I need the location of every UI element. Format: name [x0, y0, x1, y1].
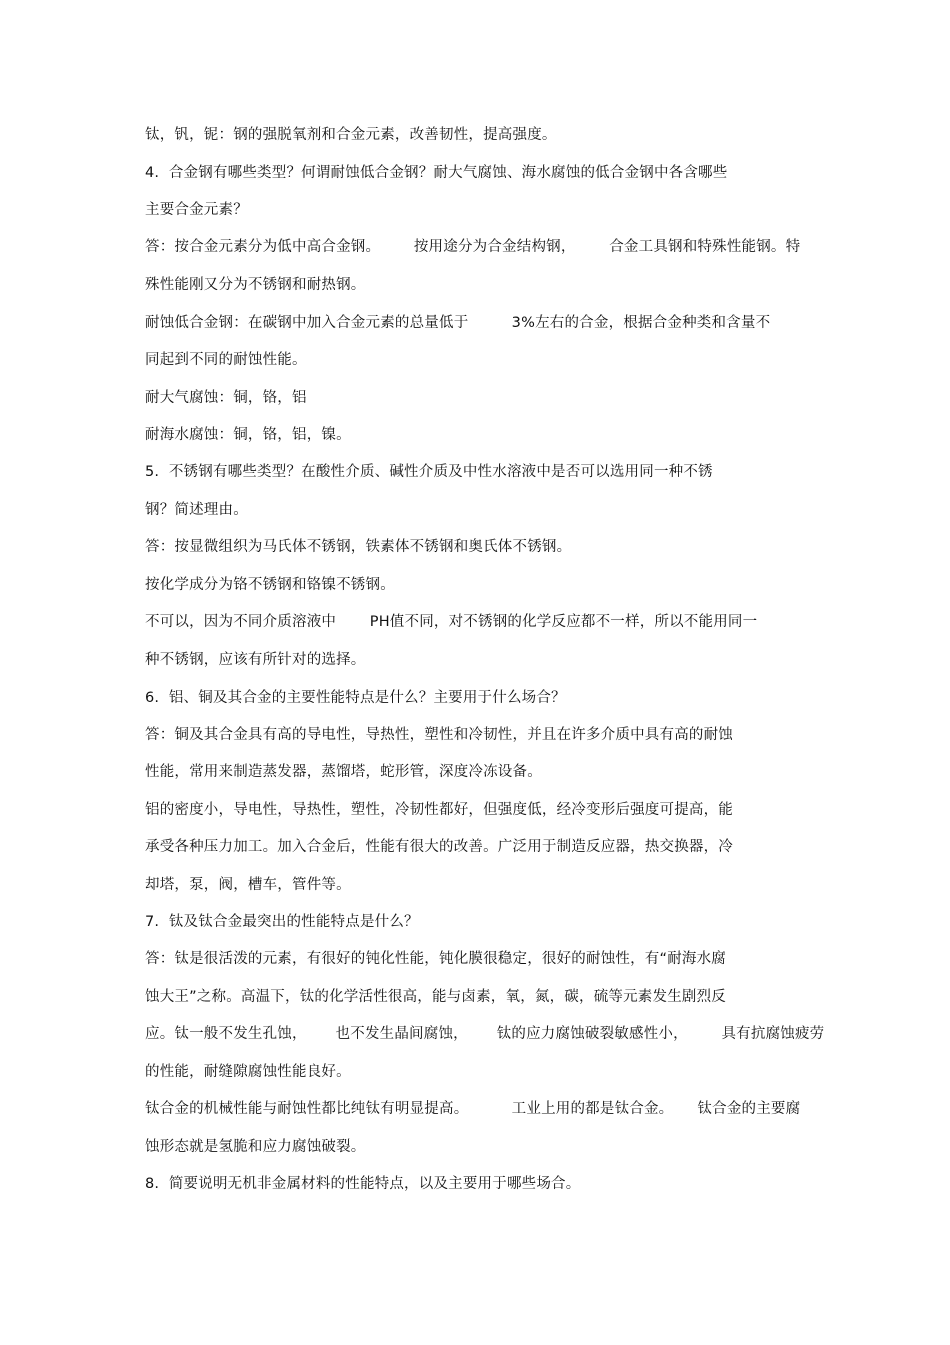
question-4-line-2: 主要合金元素？ [145, 202, 248, 218]
text-line: 蚀大王”之称。高温下，钛的化学活性很高，能与卤素，氧，氮，碳，硫等元素发生剧烈反 [145, 989, 727, 1005]
question-5-line-2: 钢？简述理由。 [145, 502, 248, 518]
answer-6-line-1: 答：铜及其合金具有高的导电性，导热性，塑性和冷韧性，并且在许多介质中具有高的耐蚀 [145, 727, 733, 743]
text-line: 性能，常用来制造蒸发器，蒸馏塔，蛇形管，深度冷冻设备。 [145, 764, 542, 780]
text-line: 钛合金的机械性能与耐蚀性都比纯钛有明显提高。 工业上用的都是钛合金。 钛合金的主要腐 [145, 1101, 801, 1117]
question-6-line: 6. 铝、铜及其合金的主要性能特点是什么？主要用于什么场合？ [145, 690, 566, 706]
answer-7-line-1: 答：钛是很活泼的元素，有很好的钝化性能，钝化膜很稳定，很好的耐蚀性，有“耐海水腐 [145, 951, 727, 967]
text-line: 的性能，耐缝隙腐蚀性能良好。 [145, 1064, 351, 1080]
question-8-line: 8. 简要说明无机非金属材料的性能特点，以及主要用于哪些场合。 [145, 1176, 581, 1192]
text-line: 钛，钒，铌：钢的强脱氧剂和合金元素，改善韧性，提高强度。 [145, 127, 557, 143]
text-line: 耐大气腐蚀：铜，铬，铝 [145, 390, 307, 406]
text-line: 却塔，泵，阀，槽车，管件等。 [145, 877, 351, 893]
answer-5-line-1: 答：按显微组织为马氏体不锈钢，铁素体不锈钢和奥氏体不锈钢。 [145, 539, 572, 555]
text-line: 耐海水腐蚀：铜，铬，铝，镍。 [145, 427, 351, 443]
text-line: 不可以，因为不同介质溶液中 PH值不同，对不锈钢的化学反应都不一样，所以不能用同一 [145, 614, 758, 630]
question-5-line-1: 5. 不锈钢有哪些类型？在酸性介质、碱性介质及中性水溶液中是否可以选用同一种不锈 [145, 464, 713, 480]
question-4-line-1: 4. 合金钢有哪些类型？何谓耐蚀低合金钢？耐大气腐蚀、海水腐蚀的低合金钢中各含哪些 [145, 165, 728, 181]
question-7-line: 7. 钛及钛合金最突出的性能特点是什么？ [145, 914, 419, 930]
text-line: 应。钛一般不发生孔蚀， 也不发生晶间腐蚀， 钛的应力腐蚀破裂敏感性小， 具有抗腐蚀疲劳 [145, 1026, 825, 1042]
text-line: 按化学成分为铬不锈钢和铬镍不锈钢。 [145, 577, 395, 593]
answer-4-line-2: 殊性能刚又分为不锈钢和耐热钢。 [145, 277, 366, 293]
text-line: 种不锈钢，应该有所针对的选择。 [145, 652, 366, 668]
text-line: 承受各种压力加工。加入合金后，性能有很大的改善。广泛用于制造反应器，热交换器，冷 [145, 839, 733, 855]
text-line: 蚀形态就是氢脆和应力腐蚀破裂。 [145, 1139, 366, 1155]
answer-4-line-1: 答：按合金元素分为低中高合金钢。 按用途分为合金结构钢， 合金工具钢和特殊性能钢。特 [145, 239, 801, 255]
text-line: 铝的密度小，导电性，导热性，塑性，冷韧性都好，但强度低，经冷变形后强度可提高，能 [145, 802, 733, 818]
text-line: 耐蚀低合金钢：在碳钢中加入合金元素的总量低于 3%左右的合金，根据合金种类和含量不 [145, 315, 771, 331]
text-line: 同起到不同的耐蚀性能。 [145, 352, 307, 368]
